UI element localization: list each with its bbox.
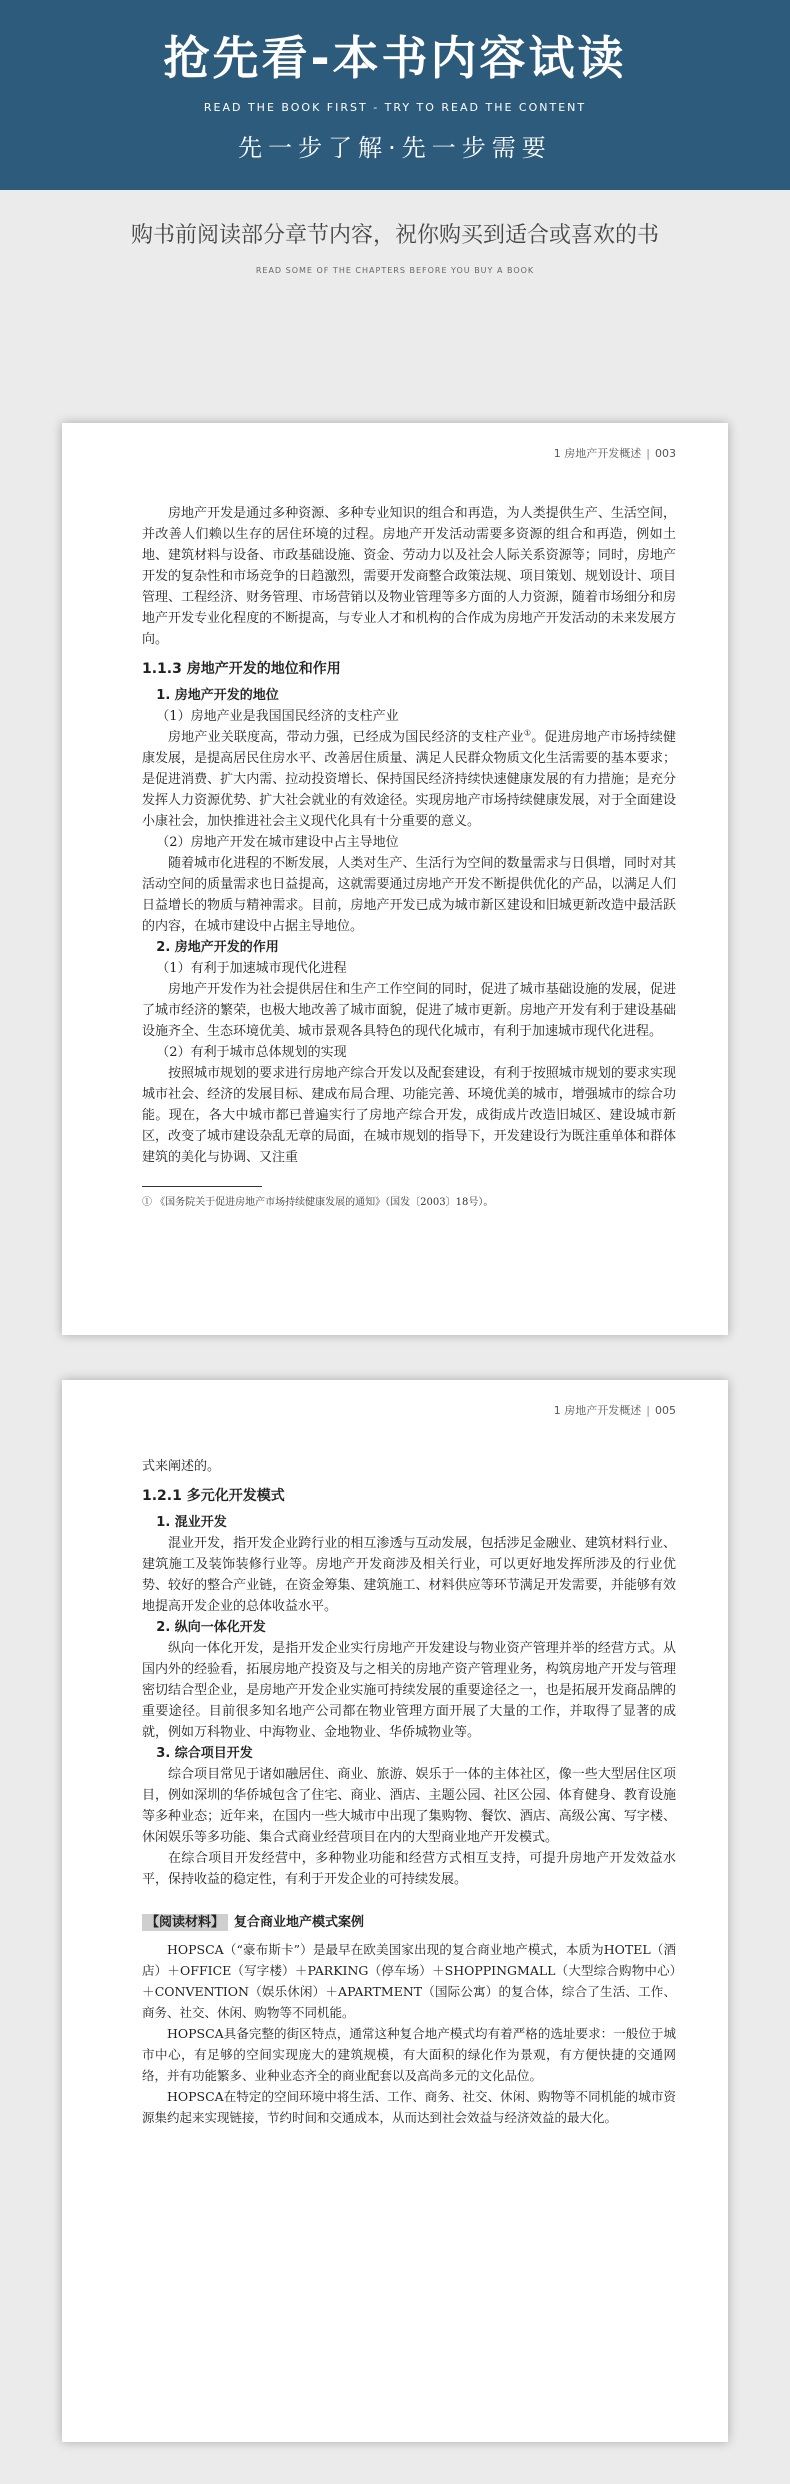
footnote-divider (142, 1186, 262, 1187)
chapter-label: 1 房地产开发概述 (553, 1404, 642, 1417)
banner-title: 抢先看-本书内容试读 (163, 31, 627, 85)
page-number: 005 (655, 1404, 676, 1417)
paragraph: HOPSCA在特定的空间环境中将生活、工作、商务、社交、休闲、购物等不同机能的城市资源集约起来实现链接，节约时间和交通成本，从而达到社会效益与经济效益的最大化。 (142, 2089, 676, 2125)
subsection-heading: 3. 综合项目开发 (156, 1746, 253, 1761)
footnote-mark: ① (523, 728, 532, 738)
paragraph: 纵向一体化开发，是指开发企业实行房地产开发建设与物业资产管理并举的经营方式。从国内外的经验看，拓展房地产投资及与之相关的房地产资产管理业务，构筑房地产开发与管理密切结合型企业，是房地产开发企业实施可持续发展的重要途径之一，也是拓展开发商品牌的重要途径。目前很多知名地产公司都在物业管理方面开展了大量的工作，并取得了显著的成就，例如万科物业、中海物业、金地物业、华侨城物业等。 (142, 1641, 676, 1740)
subsection-heading: 2. 纵向一体化开发 (156, 1620, 266, 1635)
item-heading: （2）有利于城市总体规划的实现 (156, 1045, 347, 1060)
paragraph: 按照城市规划的要求进行房地产综合开发以及配套建设，有利于按照城市规划的要求实现城市社会、经济的发展目标、建成布局合理、功能完善、环境优美的城市，增强城市的综合功能。现在，各大中城市都已普遍实行了房地产综合开发，成街成片改造旧城区、建设城市新区，改变了城市建设杂乱无章的局面，在城市规划的指导下，开发建设行为既注重单体和群体建筑的美化与协调、又注重 (142, 1066, 676, 1165)
paragraph: HOPSCA具备完整的街区特点，通常这种复合地产模式均有着严格的选址要求：一般位于城市中心，有足够的空间实现庞大的建筑规模，有大面积的绿化作为景观，有方便快捷的交通网络，并有功能繁多、业种业态齐全的商业配套以及高尚多元的文化品位。 (142, 2026, 676, 2083)
case-study (142, 1939, 676, 2128)
banner-slogan: 先一步了解·先一步需要 (238, 134, 552, 162)
item-heading: （2）房地产开发在城市建设中占主导地位 (156, 835, 399, 850)
footnote: ① 《国务院关于促进房地产市场持续健康发展的通知》（国发〔2003〕18号）。 (142, 1197, 494, 1208)
subsection-heading: 1. 混业开发 (156, 1515, 227, 1530)
paragraph: 混业开发，指开发企业跨行业的相互渗透与互动发展，包括涉足金融业、建筑材料行业、建筑施工及装饰装修行业等。房地产开发商涉及相关行业，可以更好地发挥所涉及的行业优势、较好的整合产业链，在资金筹集、建筑施工、材料供应等环节满足开发需要，并能够有效地提高开发企业的总体收益水平。 (142, 1536, 676, 1614)
running-header: 1 房地产开发概述 | 003 (553, 447, 676, 460)
paragraph: 综合项目常见于诸如融居住、商业、旅游、娱乐于一体的主体社区，像一些大型居住区项目，例如深圳的华侨城包含了住宅、商业、酒店、主题公园、社区公园、体育健身、教育设施等多种业态；近年来，在国内一些大城市中出现了集购物、餐饮、酒店、高级公寓、写字楼、休闲娱乐等多功能、集合式商业经营项目在内的大型商业地产开发模式。 (142, 1767, 676, 1845)
intro-text: 购书前阅读部分章节内容，祝你购买到适合或喜欢的书 (130, 223, 659, 248)
paragraph: 房地产开发作为社会提供居住和生产工作空间的同时，促进了城市基础设施的发展，促进了城市经济的繁荣，也极大地改善了城市面貌，促进了城市更新。房地产开发有利于建设基础设施齐全、生态环境优美、城市景观各具特色的现代化城市，有利于加速城市现代化进程。 (142, 982, 676, 1039)
section-heading: 1.2.1 多元化开发模式 (142, 1488, 285, 1504)
reading-material-title: 【阅读材料】 复合商业地产模式案例 (142, 1912, 676, 1933)
subsection-heading: 2. 房地产开发的作用 (156, 940, 279, 955)
book-page-1 (62, 423, 728, 1335)
reading-material-tag: 【阅读材料】 (142, 1914, 228, 1931)
running-header: 1 房地产开发概述 | 005 (553, 1404, 676, 1417)
page-body (142, 503, 676, 1210)
top-banner (0, 0, 790, 190)
chapter-label: 1 房地产开发概述 (553, 447, 642, 460)
item-heading: （1）有利于加速城市现代化进程 (156, 961, 347, 976)
paragraph: 随着城市化进程的不断发展，人类对生产、生活行为空间的数量需求与日俱增，同时对其活动空间的质量需求也日益提高，这就需要通过房地产开发不断提供优化的产品，以满足人们日益增长的物质与精神需求。目前，房地产开发已成为城市新区建设和旧城更新改造中最活跃的内容，在城市建设中占据主导地位。 (142, 856, 676, 934)
banner-subtitle: READ THE BOOK FIRST - TRY TO READ THE CONTENT (203, 101, 587, 114)
page-body (142, 1456, 676, 2128)
paragraph: 在综合项目开发经营中，多种物业功能和经营方式相互支持，可提升房地产开发效益水平，保持收益的稳定性，有利于开发企业的可持续发展。 (142, 1851, 676, 1887)
item-heading: （1）房地产业是我国国民经济的支柱产业 (156, 709, 399, 724)
section-heading: 1.1.3 房地产开发的地位和作用 (142, 661, 341, 677)
paragraph: HOPSCA（“豪布斯卡”）是最早在欧美国家出现的复合商业地产模式，本质为HOTEL（酒店）＋OFFICE（写字楼）＋PARKING（停车场）＋SHOPPINGMALL（大型综合购物中心）＋CONVENTION（娱乐休闲）＋APARTMENT（国际公寓）的复合体，综合了生活、工作、商务、社交、休闲、购物等不同机能。 (142, 1942, 676, 2020)
paragraph: 式来阐述的。 (142, 1459, 221, 1474)
paragraph: 房地产开发是通过多种资源、多种专业知识的组合和再造，为人类提供生产、生活空间，并改善人们赖以生存的居住环境的过程。房地产开发活动需要多资源的组合和再造，例如土地、建筑材料与设备、市政基础设施、资金、劳动力以及社会人际关系资源等；同时，房地产开发的复杂性和市场竞争的日趋激烈，需要开发商整合政策法规、项目策划、规划设计、项目管理、工程经济、财务管理、市场营销以及物业管理等多方面的人力资源，随着市场细分和房地产开发专业化程度的不断提高，与专业人才和机构的合作成为房地产开发活动的未来发展方向。 (142, 506, 676, 647)
page-number: 003 (655, 447, 676, 460)
subsection-heading: 1. 房地产开发的地位 (156, 688, 279, 703)
paragraph: 房地产业关联度高，带动力强，已经成为国民经济的支柱产业①。促进房地产市场持续健康发展，是提高居民住房水平、改善居住质量、满足人民群众物质文化生活需要的基本要求；是促进消费、扩大内需、拉动投资增长、保持国民经济持续快速健康发展的有力措施；是充分发挥人力资源优势、扩大社会就业的有效途径。实现房地产市场持续健康发展，对于全面建设小康社会，加快推进社会主义现代化具有十分重要的意义。 (142, 728, 676, 829)
intro-text-en: READ SOME OF THE CHAPTERS BEFORE YOU BUY A BOOK (255, 266, 535, 275)
book-page-2 (62, 1380, 728, 2442)
